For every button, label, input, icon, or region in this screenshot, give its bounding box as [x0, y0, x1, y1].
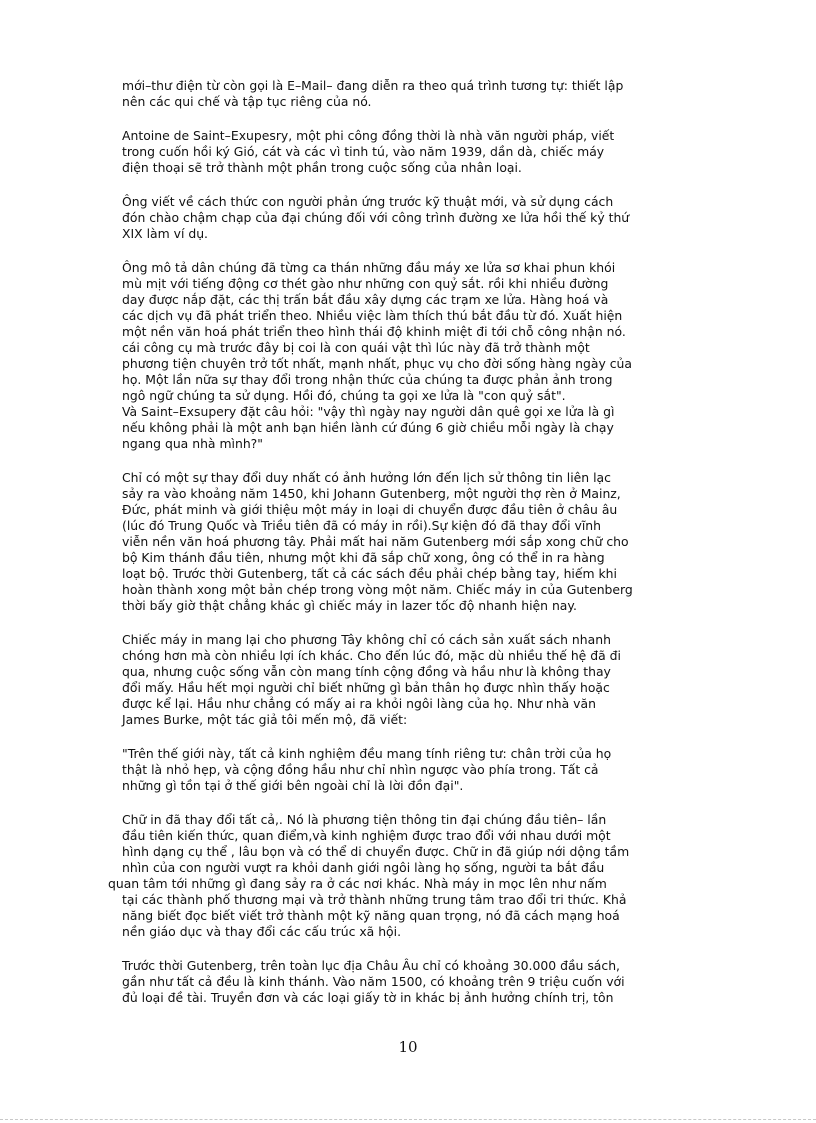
text-line: năng biết đọc biết viết trở thành một kỹ năng quan trọng, nó đã cách mạng hoá — [122, 908, 620, 923]
text-line: điện thoại sẽ trở thành một phần trong cuộc sống của nhân loại. — [122, 160, 522, 175]
paragraph — [122, 746, 692, 794]
text-line: quan tâm tới những gì đang sảy ra ở các nơi khác. Nhà máy in mọc lên như nấm — [108, 876, 607, 891]
text-line: gần như tất cả đều là kinh thánh. Vào năm 1500, có khoảng trên 9 triệu cuốn với — [122, 974, 625, 989]
text-line: mù mịt với tiếng động cơ thét gào như những con quỷ sắt. rồi khi nhiều đường — [122, 276, 609, 291]
text-line: trong cuốn hồi ký Gió, cát và các vì tinh tú, vào năm 1939, dần dà, chiếc máy — [122, 144, 605, 159]
text-line: được kể lại. Hầu như chẳng có mấy ai ra khỏi ngôi làng của họ. Như nhà văn — [122, 696, 596, 711]
text-line: James Burke, một tác giả tôi mến mộ, đã viết: — [122, 712, 408, 727]
text-line: chóng hơn mà còn nhiều lợi ích khác. Cho đến lúc đó, mặc dù nhiều thế hệ đã đi — [122, 648, 621, 663]
text-line: Ông viết về cách thức con người phản ứng trước kỹ thuật mới, và sử dụng cách — [122, 194, 614, 209]
text-line: bộ Kim thánh đầu tiên, nhưng một khi đã sắp chữ xong, ông có thể in ra hàng — [122, 550, 605, 565]
text-line: ngang qua nhà mình?" — [122, 436, 263, 451]
text-line: nền giáo dục và thay đổi các cấu trúc xã hội. — [122, 924, 402, 939]
text-line: thật là nhỏ hẹp, và cộng đồng hầu như chỉ nhìn ngược vào phía trong. Tất cả — [122, 762, 599, 777]
paragraph — [122, 632, 692, 728]
text-line: Ông mô tả dân chúng đã từng ca thán những đầu máy xe lửa sơ khai phun khói — [122, 260, 616, 275]
text-line: "Trên thế giới này, tất cả kinh nghiệm đều mang tính riêng tư: chân trời của họ — [122, 746, 612, 761]
paragraph — [122, 260, 692, 452]
text-line: Đức, phát minh và giới thiệu một máy in loại di chuyển được đầu tiên ở châu âu — [122, 502, 618, 517]
paragraph — [122, 194, 692, 242]
paragraph — [122, 958, 692, 1006]
paragraph — [122, 78, 692, 110]
text-line: Chỉ có một sự thay đổi duy nhất có ảnh hưởng lớn đến lịch sử thông tin liên lạc — [122, 470, 611, 485]
text-line: các dịch vụ đã phát triển theo. Nhiều việc làm thích thú bắt đầu từ đó. Xuất hiện — [122, 308, 623, 323]
text-line: ngô ngữ chúng ta sử dụng. Hồi đó, chúng ta gọi xe lửa là "con quỷ sắt". — [122, 388, 566, 403]
text-line: viễn nền văn hoá phương tây. Phải mất hai năm Gutenberg mới sắp xong chữ cho — [122, 534, 629, 549]
text-line: thời bấy giờ thật chẳng khác gì chiếc máy in lazer tốc độ nhanh hiện nay. — [122, 598, 577, 613]
text-line: day được nắp đặt, các thị trấn bắt đầu xây dựng các trạm xe lửa. Hàng hoá và — [122, 292, 609, 307]
text-line: nên các qui chế và tập tục riêng của nó. — [122, 94, 372, 109]
text-line: loạt bộ. Trước thời Gutenberg, tất cả các sách đều phải chép bằng tay, hiếm khi — [122, 566, 617, 581]
text-line: qua, nhưng cuộc sống vẫn còn mang tính cộng đồng và hầu như là không thay — [122, 664, 611, 679]
text-line: đổi mấy. Hầu hết mọi người chỉ biết những gì bản thân họ được nhìn thấy hoặc — [122, 680, 610, 695]
text-line: hoàn thành xong một bản chép trong vòng một năm. Chiếc máy in của Gutenberg — [122, 582, 633, 597]
body-text — [108, 78, 692, 1024]
text-line: hình dạng cụ thể , lâu bọn và có thể di chuyển được. Chữ in đã giúp nới dộng tầm — [122, 844, 630, 859]
text-line: những gì tồn tại ở thế giới bên ngoài chỉ là lời đồn đại". — [122, 778, 464, 793]
page-number: 10 — [398, 1038, 418, 1056]
text-line: cái công cụ mà trước đây bị coi là con quái vật thì lúc này đã trở thành một — [122, 340, 590, 355]
text-line: XIX làm ví dụ. — [122, 226, 208, 241]
page-bottom-divider — [0, 1119, 816, 1120]
text-line: sảy ra vào khoảng năm 1450, khi Johann Gutenberg, một người thợ rèn ở Mainz, — [122, 486, 621, 501]
paragraph — [122, 470, 692, 614]
text-line: nếu không phải là một anh bạn hiền lành cứ đúng 6 giờ chiều mỗi ngày là chạy — [122, 420, 614, 435]
text-line: đầu tiên kiến thức, quan điểm,và kinh nghiệm được trao đổi với nhau dưới một — [122, 828, 611, 843]
text-line: họ. Một lần nữa sự thay đổi trong nhận thức của chúng ta được phản ảnh trong — [122, 372, 613, 387]
paragraph — [122, 128, 692, 176]
text-line: (lúc đó Trung Quốc và Triều tiên đã có máy in rồi).Sự kiện đó đã thay đổi vĩnh — [122, 518, 601, 533]
text-line: Antoine de Saint–Exupesry, một phi công đồng thời là nhà văn người pháp, viết — [122, 128, 615, 143]
text-line: phương tiện chuyên trở tốt nhất, mạnh nhất, phục vụ cho đời sống hàng ngày của — [122, 356, 632, 371]
text-line: mới–thư điện từ còn gọi là E–Mail– đang diễn ra theo quá trình tương tự: thiết lập — [122, 78, 624, 93]
text-line: Trước thời Gutenberg, trên toàn lục địa Châu Âu chỉ có khoảng 30.000 đầu sách, — [122, 958, 620, 973]
text-line: Chiếc máy in mang lại cho phương Tây không chỉ có cách sản xuất sách nhanh — [122, 632, 611, 647]
paragraph — [108, 812, 692, 940]
text-line: đón chào chậm chạp của đại chúng đối với công trình đường xe lửa hồi thế kỷ thứ — [122, 210, 630, 225]
text-line: một nền văn hoá phát triển theo hình thái độ khinh miệt đi tới chỗ công nhận nó. — [122, 324, 626, 339]
text-line: đủ loại đề tài. Truyền đơn và các loại giấy tờ in khác bị ảnh hưởng chính trị, tôn — [122, 990, 614, 1005]
text-line: tại các thành phố thương mại và trở thành những trung tâm trao đổi tri thức. Khả — [122, 892, 627, 907]
text-line: Và Saint–Exsupery đặt câu hỏi: "vậy thì ngày nay người dân quê gọi xe lửa là gì — [122, 404, 615, 419]
text-line: nhìn của con người vượt ra khỏi danh giới ngôi làng họ sống, người ta bắt đầu — [122, 860, 605, 875]
text-line: Chữ in đã thay đổi tất cả,. Nó là phương tiện thông tin đại chúng đầu tiên– lần — [122, 812, 607, 827]
